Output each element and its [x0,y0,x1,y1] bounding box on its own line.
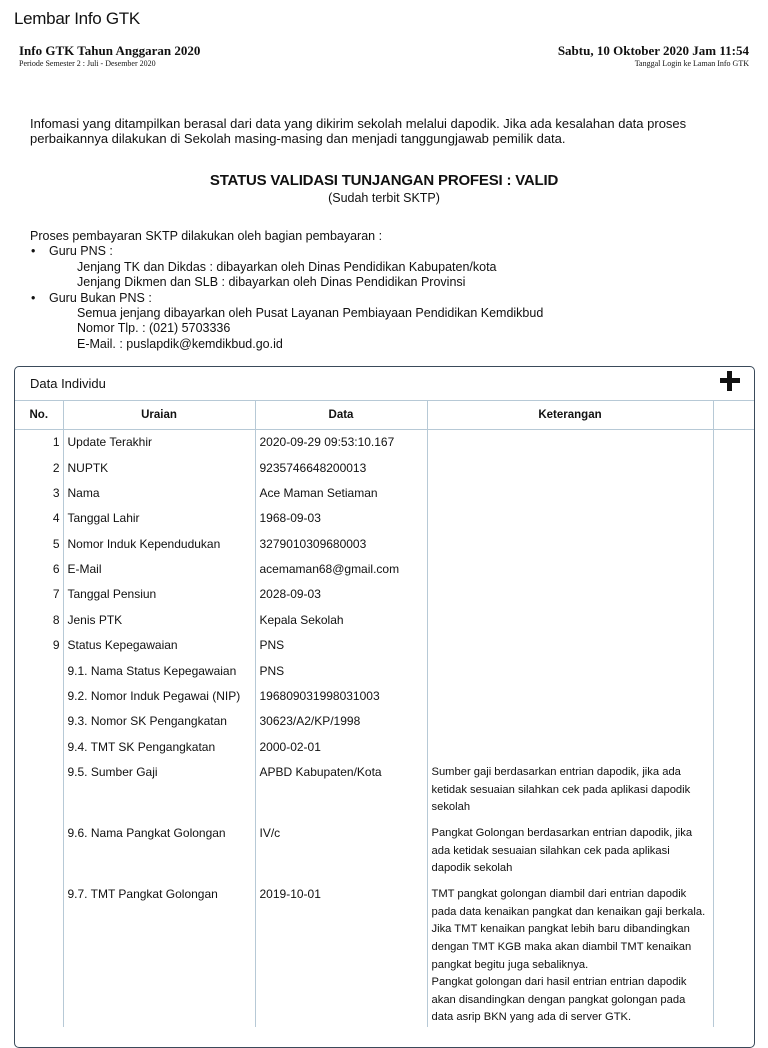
table-row [15,583,754,608]
table-row [15,761,754,822]
row-keterangan [427,457,713,482]
row-uraian: 9.5. Sumber Gaji [63,761,255,822]
report-title: Info GTK Tahun Anggaran 2020 [19,43,201,58]
row-uraian: 9.7. TMT Pangkat Golongan [63,883,255,1027]
row-data: PNS [255,634,427,659]
row-data: IV/c [255,822,427,883]
row-uraian: Status Kepegawaian [63,634,255,659]
row-no [15,660,63,685]
row-blank [713,583,754,608]
row-blank [713,533,754,558]
row-blank [713,482,754,507]
row-uraian: NUPTK [63,457,255,482]
table-row [15,822,754,883]
row-no: 4 [15,507,63,532]
row-no: 6 [15,558,63,583]
table-row [15,660,754,685]
row-blank [713,685,754,710]
data-individu-table [15,401,754,1027]
row-no [15,685,63,710]
row-no: 3 [15,482,63,507]
row-uraian: Nama [63,482,255,507]
row-no: 8 [15,609,63,634]
data-individu-panel [14,366,755,1048]
row-data: 30623/A2/KP/1998 [255,710,427,735]
table-row [15,482,754,507]
bullet-guru-bukan-pns: • Guru Bukan PNS : [30,291,730,306]
row-keterangan [427,430,713,457]
row-uraian: Update Terakhir [63,430,255,457]
panel-title: Data Individu [30,376,106,391]
row-no: 5 [15,533,63,558]
row-blank [713,430,754,457]
row-keterangan [427,533,713,558]
expand-plus-icon[interactable] [720,371,740,391]
row-blank [713,736,754,761]
row-no [15,883,63,1027]
row-no [15,710,63,735]
row-blank [713,660,754,685]
payment-intro: Proses pembayaran SKTP dilakukan oleh bagian pembayaran : [30,229,383,243]
table-row [15,883,754,1027]
column-header-keterangan: Keterangan [427,401,713,430]
row-no [15,736,63,761]
pns-line: Jenjang Dikmen dan SLB : dibayarkan oleh Dinas Pendidikan Provinsi [77,275,466,290]
nonpns-line: Semua jenjang dibayarkan oleh Pusat Layanan Pembiayaan Pendidikan Kemdikbud [77,306,544,321]
table-row [15,457,754,482]
row-data: 2028-09-03 [255,583,427,608]
row-no: 9 [15,634,63,659]
row-uraian: Tanggal Pensiun [63,583,255,608]
row-uraian: Nomor Induk Kependudukan [63,533,255,558]
row-data: 2020-09-29 09:53:10.167 [255,430,427,457]
row-keterangan: Sumber gaji berdasarkan entrian dapodik, jika ada ketidak sesuaian silahkan cek pada aplikasi dapodik sekolah [427,761,713,822]
row-data: Ace Maman Setiaman [255,482,427,507]
row-uraian: Tanggal Lahir [63,507,255,532]
row-no: 1 [15,430,63,457]
row-uraian: 9.4. TMT SK Pengangkatan [63,736,255,761]
row-keterangan [427,710,713,735]
row-blank [713,609,754,634]
row-blank [713,634,754,659]
payment-process [30,229,730,352]
column-header-uraian: Uraian [63,401,255,430]
report-period: Periode Semester 2 : Juli - Desember 2020 [19,59,156,68]
table-row [15,685,754,710]
row-data: PNS [255,660,427,685]
row-uraian: 9.1. Nama Status Kepegawaian [63,660,255,685]
table-row [15,558,754,583]
login-datetime: Sabtu, 10 Oktober 2020 Jam 11:54 [557,43,749,58]
pns-line: Jenjang TK dan Dikdas : dibayarkan oleh Dinas Pendidikan Kabupaten/kota [77,259,497,274]
row-data: Kepala Sekolah [255,609,427,634]
login-datetime-caption: Tanggal Login ke Laman Info GTK [634,59,749,68]
row-no [15,822,63,883]
row-keterangan [427,634,713,659]
table-row [15,430,754,457]
row-data: 1968-09-03 [255,507,427,532]
row-no [15,761,63,822]
row-no: 7 [15,583,63,608]
row-uraian: 9.3. Nomor SK Pengangkatan [63,710,255,735]
row-data: 2019-10-01 [255,883,427,1027]
row-keterangan [427,507,713,532]
row-blank [713,710,754,735]
row-uraian: E-Mail [63,558,255,583]
row-keterangan [427,660,713,685]
row-no: 2 [15,457,63,482]
row-keterangan: Pangkat Golongan berdasarkan entrian dapodik, jika ada ketidak sesuaian silahkan cek pada aplikasi dapodik sekolah [427,822,713,883]
row-blank [713,507,754,532]
table-row [15,634,754,659]
bullet-guru-pns: • Guru PNS : [30,244,730,259]
row-keterangan [427,736,713,761]
row-uraian: 9.6. Nama Pangkat Golongan [63,822,255,883]
row-data: APBD Kabupaten/Kota [255,761,427,822]
table-row [15,736,754,761]
row-uraian: Jenis PTK [63,609,255,634]
status-subtitle: (Sudah terbit SKTP) [328,191,440,205]
row-uraian: 9.2. Nomor Induk Pegawai (NIP) [63,685,255,710]
table-row [15,609,754,634]
table-row [15,710,754,735]
row-keterangan [427,685,713,710]
table-row [15,507,754,532]
row-blank [713,883,754,1027]
nonpns-phone: Nomor Tlp. : (021) 5703336 [77,321,231,336]
row-keterangan [427,583,713,608]
column-header-data: Data [255,401,427,430]
row-keterangan: TMT pangkat golongan diambil dari entrian dapodik pada data kenaikan pangkat dan kenaikan gaji berkala. Jika TMT kenaikan pangkat lebih baru dibandingkan dengan TMT KGB maka akan diambil TMT kenaikan pangkat begitu juga sebaliknya. Pangkat golongan dari hasil entrian entrian dapodik akan disandingkan dengan pangkat golongan pada data asrip BKN yang ada di server GTK. [427,883,713,1027]
column-header-no: No. [15,401,63,430]
row-data: 196809031998031003 [255,685,427,710]
row-blank [713,558,754,583]
nonpns-email: E-Mail. : puslapdik@kemdikbud.go.id [77,336,283,351]
row-keterangan [427,609,713,634]
column-header-blank [713,401,754,430]
row-blank [713,761,754,822]
page-title: Lembar Info GTK [14,9,140,28]
row-data: acemaman68@gmail.com [255,558,427,583]
row-blank [713,822,754,883]
info-paragraph: Infomasi yang ditampilkan berasal dari data yang dikirim sekolah melalui dapodik. Jika ada kesalahan data proses perbaikannya dilakukan di Sekolah masing-masing dan menjadi tanggungjawab pemilik data. [30,116,687,146]
row-data: 2000-02-01 [255,736,427,761]
table-row [15,533,754,558]
row-blank [713,457,754,482]
row-keterangan [427,482,713,507]
row-data: 9235746648200013 [255,457,427,482]
panel-header [15,367,754,401]
row-keterangan [427,558,713,583]
status-title: STATUS VALIDASI TUNJANGAN PROFESI : VALID [209,172,559,189]
row-data: 3279010309680003 [255,533,427,558]
